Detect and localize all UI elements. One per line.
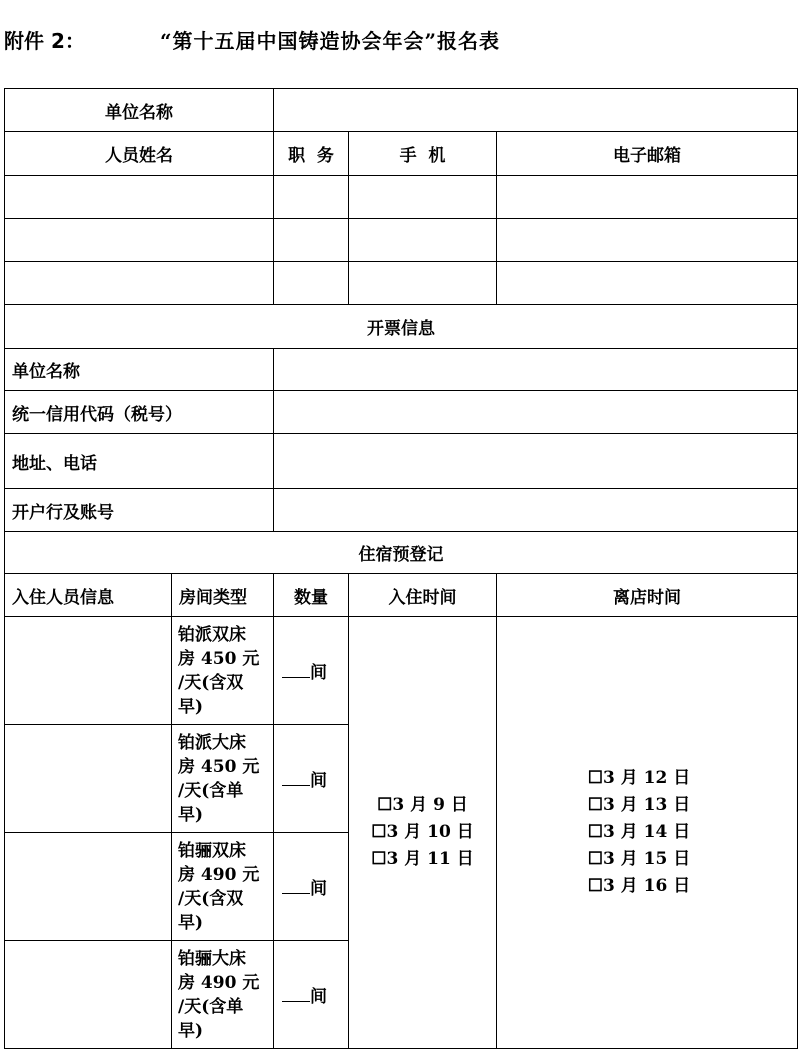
attendee-row xyxy=(5,176,798,219)
room-type-cell: 铂骊大床 房 490 元 /天(含单 早) xyxy=(172,941,274,1049)
invoice-bank-account-label: 开户行及账号 xyxy=(5,489,274,532)
quantity-cell[interactable]: 间 xyxy=(274,941,349,1049)
checkin-option[interactable]: ☐3 月 10 日 xyxy=(371,822,474,842)
attendee-phone-cell[interactable] xyxy=(349,176,497,219)
invoice-unit-name-cell[interactable] xyxy=(274,349,798,391)
quantity-blank[interactable] xyxy=(282,660,310,678)
lodging-section-title: 住宿预登记 xyxy=(5,532,798,574)
attendee-position-cell[interactable] xyxy=(274,176,349,219)
checkout-option[interactable]: ☐3 月 13 日 xyxy=(587,795,691,815)
invoice-tax-id-label: 统一信用代码（税号） xyxy=(5,391,274,434)
attendee-phone-cell[interactable] xyxy=(349,262,497,305)
room-type-cell: 铂派双床 房 450 元 /天(含双 早) xyxy=(172,617,274,725)
header-quantity: 数量 xyxy=(274,574,349,617)
guest-info-cell[interactable] xyxy=(5,725,172,833)
attendee-row xyxy=(5,262,798,305)
quantity-cell[interactable]: 间 xyxy=(274,833,349,941)
quantity-blank[interactable] xyxy=(282,984,310,1002)
checkin-option[interactable]: ☐3 月 9 日 xyxy=(377,795,468,815)
attendee-phone-cell[interactable] xyxy=(349,219,497,262)
header-checkout-time: 离店时间 xyxy=(497,574,798,617)
header-phone: 手 机 xyxy=(349,132,497,176)
checkin-option[interactable]: ☐3 月 11 日 xyxy=(371,849,474,869)
invoice-unit-name-label: 单位名称 xyxy=(5,349,274,391)
checkout-option[interactable]: ☐3 月 12 日 xyxy=(587,768,691,788)
page-header xyxy=(0,25,800,57)
attendee-name-cell[interactable] xyxy=(5,176,274,219)
guest-info-cell[interactable] xyxy=(5,617,172,725)
room-type-cell: 铂骊双床 房 490 元 /天(含双 早) xyxy=(172,833,274,941)
form-title: “第十五届中国铸造协会年会”报名表 xyxy=(160,29,501,53)
quantity-blank[interactable] xyxy=(282,768,310,786)
unit-name-label: 单位名称 xyxy=(5,89,274,132)
checkout-option[interactable]: ☐3 月 15 日 xyxy=(587,849,691,869)
quantity-cell[interactable]: 间 xyxy=(274,725,349,833)
attachment-label: 附件 2： xyxy=(4,29,85,53)
attendee-name-cell[interactable] xyxy=(5,219,274,262)
room-row xyxy=(5,617,798,725)
attendee-position-cell[interactable] xyxy=(274,219,349,262)
quantity-cell[interactable]: 间 xyxy=(274,617,349,725)
invoice-section-title: 开票信息 xyxy=(5,305,798,349)
checkout-option[interactable]: ☐3 月 14 日 xyxy=(587,822,691,842)
attendee-position-cell[interactable] xyxy=(274,262,349,305)
quantity-blank[interactable] xyxy=(282,876,310,894)
attendee-name-cell[interactable] xyxy=(5,262,274,305)
header-room-type: 房间类型 xyxy=(172,574,274,617)
header-position: 职 务 xyxy=(274,132,349,176)
header-guest-info: 入住人员信息 xyxy=(5,574,172,617)
invoice-bank-account-cell[interactable] xyxy=(274,489,798,532)
invoice-address-phone-cell[interactable] xyxy=(274,434,798,489)
invoice-tax-id-cell[interactable] xyxy=(274,391,798,434)
checkout-option[interactable]: ☐3 月 16 日 xyxy=(587,876,691,896)
attendee-email-cell[interactable] xyxy=(497,262,798,305)
attendee-email-cell[interactable] xyxy=(497,219,798,262)
checkout-dates-cell xyxy=(497,617,798,1049)
room-type-cell: 铂派大床 房 450 元 /天(含单 早) xyxy=(172,725,274,833)
header-email: 电子邮箱 xyxy=(497,132,798,176)
registration-form-table xyxy=(4,88,798,1049)
unit-name-cell[interactable] xyxy=(274,89,798,132)
attendee-row xyxy=(5,219,798,262)
guest-info-cell[interactable] xyxy=(5,833,172,941)
header-attendee-name: 人员姓名 xyxy=(5,132,274,176)
header-checkin-time: 入住时间 xyxy=(349,574,497,617)
attendee-email-cell[interactable] xyxy=(497,176,798,219)
invoice-address-phone-label: 地址、电话 xyxy=(5,434,274,489)
checkin-dates-cell xyxy=(349,617,497,1049)
guest-info-cell[interactable] xyxy=(5,941,172,1049)
